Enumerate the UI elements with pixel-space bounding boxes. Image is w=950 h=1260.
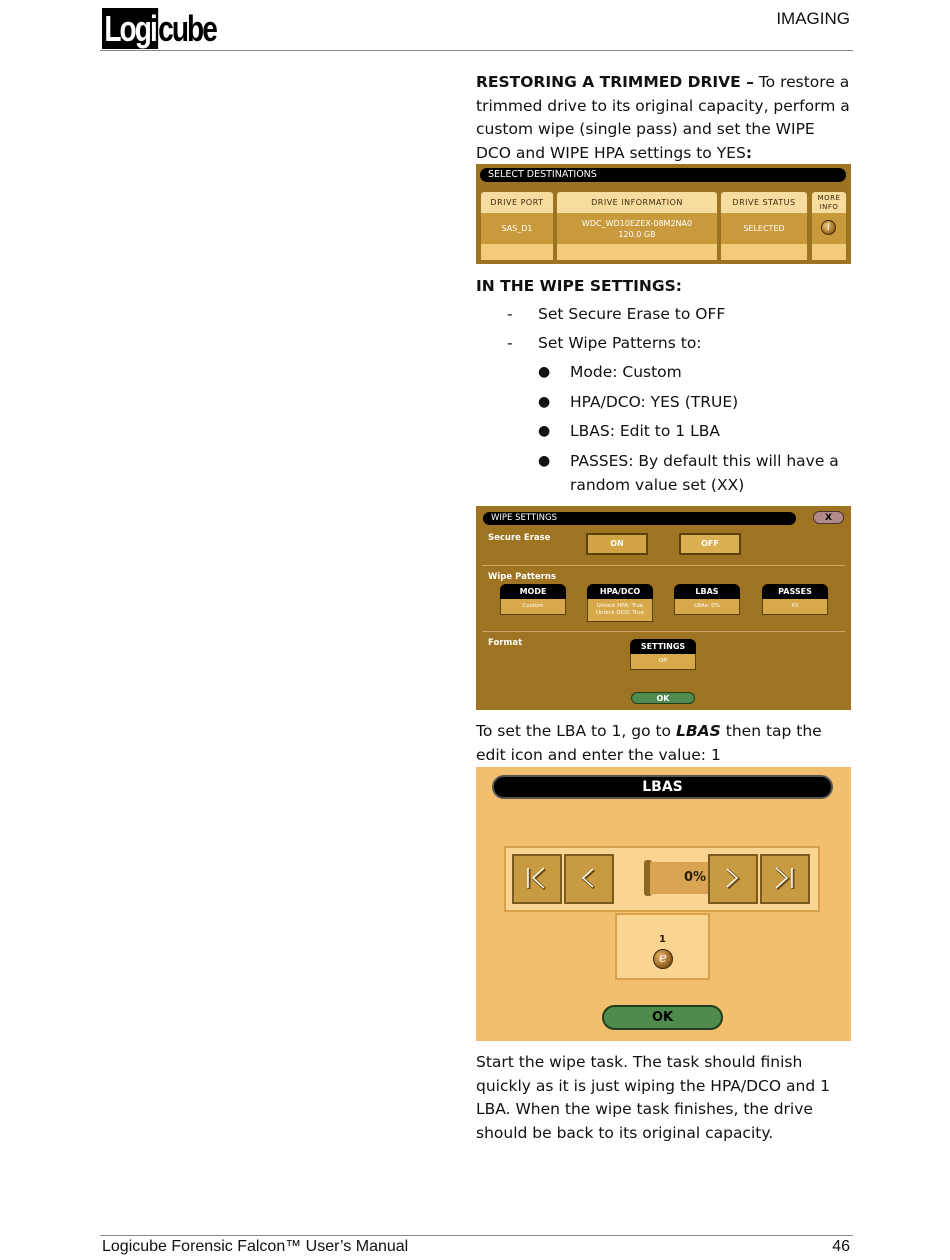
drive-status-cell[interactable]: SELECTED bbox=[721, 213, 807, 244]
lba-navigator bbox=[504, 846, 820, 912]
lbas-header: LBAS bbox=[674, 584, 740, 599]
instruction-text: To set the LBA to 1, go to bbox=[476, 722, 676, 740]
select-destinations-screenshot bbox=[476, 164, 851, 264]
column-header-drive-information: DRIVE INFORMATION bbox=[557, 192, 717, 213]
intro-paragraph bbox=[476, 71, 852, 165]
first-button[interactable] bbox=[512, 854, 562, 904]
format-label: Format bbox=[488, 638, 523, 648]
ok-button[interactable]: OK bbox=[631, 692, 695, 704]
section-title: IMAGING bbox=[776, 9, 850, 28]
footer-title: Logicube Forensic Falcon™ User’s Manual bbox=[102, 1238, 409, 1255]
section-divider bbox=[482, 631, 845, 632]
wipe-settings-heading: IN THE WIPE SETTINGS: bbox=[476, 277, 682, 295]
page-number: 46 bbox=[832, 1238, 850, 1255]
list-item-text: Set Secure Erase to OFF bbox=[538, 305, 726, 323]
section-divider bbox=[482, 565, 845, 566]
intro-colon: : bbox=[745, 143, 753, 162]
dash-marker: - bbox=[507, 334, 513, 352]
header-divider bbox=[100, 50, 853, 51]
intro-text: To restore a trimmed drive to its original capacity, perform a custom wipe (single pass) and set the WIPE DCO and WIPE HPA settings to YES bbox=[476, 73, 850, 162]
dco-value-line: Unlock DCO: True bbox=[596, 610, 644, 616]
passes-header: PASSES bbox=[762, 584, 828, 599]
mode-header: MODE bbox=[500, 584, 566, 599]
logo-mark-text: Logi bbox=[102, 8, 158, 49]
settings-value: Off bbox=[630, 654, 696, 670]
drive-model: WDC_WD10EZEX-08M2NA0 bbox=[581, 219, 693, 228]
lbas-setting[interactable] bbox=[674, 584, 740, 615]
column-header-drive-status: DRIVE STATUS bbox=[721, 192, 807, 213]
logo-text bbox=[102, 8, 216, 50]
info-icon[interactable]: i bbox=[821, 220, 836, 235]
secure-erase-label: Secure Erase bbox=[488, 533, 551, 543]
list-item-text: LBAS: Edit to 1 LBA bbox=[570, 422, 720, 440]
wipe-patterns-label: Wipe Patterns bbox=[488, 572, 557, 582]
lba-instruction bbox=[476, 720, 852, 767]
bullet-marker: ● bbox=[538, 453, 551, 469]
drive-port-cell[interactable]: SAS_D1 bbox=[481, 213, 553, 244]
secure-erase-on-button[interactable]: ON bbox=[586, 533, 648, 555]
hpa-dco-setting[interactable] bbox=[587, 584, 653, 622]
logo-rest-text: cube bbox=[158, 8, 216, 49]
ok-button[interactable]: OK bbox=[602, 1005, 723, 1030]
hpa-dco-value bbox=[587, 599, 653, 622]
empty-row-cell bbox=[557, 244, 717, 260]
lbas-value: LBAs: 0% bbox=[674, 599, 740, 615]
list-item-text: Mode: Custom bbox=[570, 363, 682, 381]
column-header-more-info: MORE INFO bbox=[812, 192, 846, 213]
wipe-settings-screenshot bbox=[476, 506, 851, 710]
empty-row-cell bbox=[481, 244, 553, 260]
dash-marker: - bbox=[507, 305, 513, 323]
mode-setting[interactable] bbox=[500, 584, 566, 615]
progress-percent: 0% bbox=[683, 870, 707, 885]
last-button[interactable] bbox=[760, 854, 810, 904]
list-item-text: PASSES: By default this will have a random value set (XX) bbox=[570, 452, 839, 494]
more-info-cell[interactable] bbox=[812, 213, 846, 244]
passes-value: XX bbox=[762, 599, 828, 615]
closing-paragraph: Start the wipe task. The task should finish quickly as it is just wiping the HPA/DCO and 1 LBA. When the wipe task finishes, the drive should be back to its original capacity. bbox=[476, 1053, 830, 1142]
settings-header: SETTINGS bbox=[630, 639, 696, 654]
bullet-marker: ● bbox=[538, 364, 551, 380]
lba-value-box bbox=[615, 913, 710, 980]
next-button[interactable] bbox=[708, 854, 758, 904]
secure-erase-off-button[interactable]: OFF bbox=[679, 533, 741, 555]
list-item-text: Set Wipe Patterns to: bbox=[538, 334, 702, 352]
bullet-marker: ● bbox=[538, 423, 551, 439]
mode-value: Custom bbox=[500, 599, 566, 615]
hpa-value-line: Unlock HPA: True bbox=[596, 603, 644, 609]
select-destinations-title: SELECT DESTINATIONS bbox=[480, 168, 846, 182]
format-settings[interactable] bbox=[630, 639, 696, 670]
instruction-emphasis: LBAS bbox=[675, 722, 721, 740]
close-button[interactable]: X bbox=[813, 511, 844, 524]
lbas-screenshot bbox=[476, 767, 851, 1041]
lba-value: 1 bbox=[659, 934, 666, 945]
previous-button[interactable] bbox=[564, 854, 614, 904]
bullet-marker: ● bbox=[538, 394, 551, 410]
passes-setting[interactable] bbox=[762, 584, 828, 615]
empty-row-cell bbox=[812, 244, 846, 260]
lbas-title: LBAS bbox=[492, 775, 833, 799]
empty-row-cell bbox=[721, 244, 807, 260]
footer-divider bbox=[100, 1235, 853, 1236]
drive-capacity: 120.0 GB bbox=[618, 230, 656, 239]
edit-icon[interactable]: e bbox=[653, 949, 673, 969]
hpa-dco-header: HPA/DCO bbox=[587, 584, 653, 599]
intro-heading: RESTORING A TRIMMED DRIVE – bbox=[476, 73, 754, 91]
wipe-settings-title: WIPE SETTINGS bbox=[483, 512, 796, 525]
column-header-drive-port: DRIVE PORT bbox=[481, 192, 553, 213]
instruction-text: then tap the edit icon and enter the value: 1 bbox=[476, 722, 822, 764]
list-item-text: HPA/DCO: YES (TRUE) bbox=[570, 393, 739, 411]
drive-information-cell[interactable] bbox=[557, 213, 717, 244]
